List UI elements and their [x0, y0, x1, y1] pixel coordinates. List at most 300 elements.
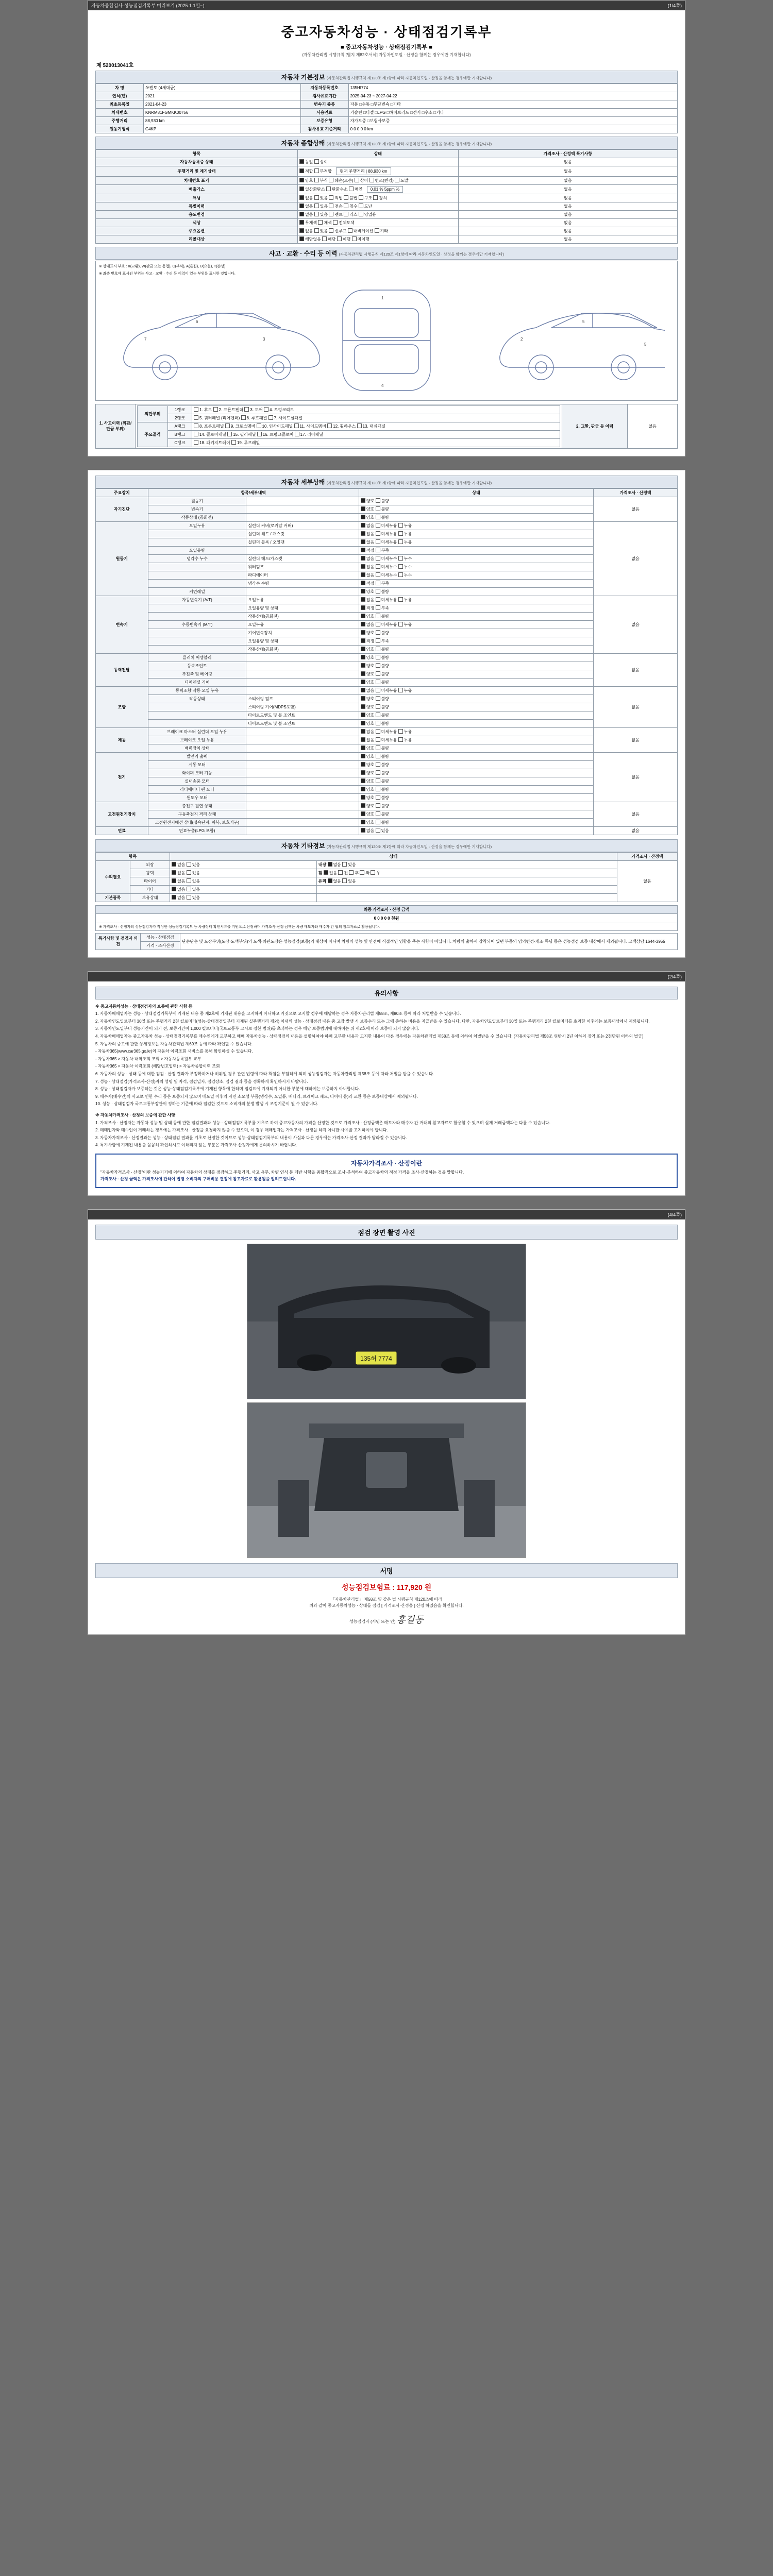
checkbox-box[interactable]: [172, 862, 176, 867]
checkbox-box[interactable]: [376, 671, 380, 676]
checkbox-option[interactable]: 불량: [376, 812, 389, 817]
checkbox-box[interactable]: [376, 663, 380, 668]
checkbox-option[interactable]: 불량: [376, 499, 389, 503]
checkbox-option[interactable]: 누수: [398, 556, 412, 561]
checkbox-box[interactable]: [264, 407, 268, 412]
checkbox-option[interactable]: 미세누유: [376, 598, 397, 602]
detail-states-3-3[interactable]: [359, 678, 593, 686]
checkbox-option[interactable]: 없음: [361, 622, 374, 627]
checkbox-option[interactable]: 없음: [172, 887, 185, 892]
checkbox-box[interactable]: [376, 803, 380, 808]
checkbox-option[interactable]: 불량: [376, 721, 389, 726]
overall-row-options-2[interactable]: [297, 177, 458, 185]
overall-row-options-6[interactable]: [297, 211, 458, 219]
checkbox-option[interactable]: 누수: [398, 573, 412, 578]
checkbox-box[interactable]: [329, 228, 333, 233]
checkbox-option[interactable]: 불량: [376, 672, 389, 676]
checkbox-box[interactable]: [361, 671, 365, 676]
checkbox-box[interactable]: [227, 432, 232, 436]
checkbox-option[interactable]: 매연: [349, 187, 362, 192]
checkbox-option[interactable]: 없음: [299, 196, 313, 200]
detail-states-3-2[interactable]: [359, 670, 593, 678]
checkbox-box[interactable]: [376, 704, 380, 709]
checkbox-box[interactable]: [194, 415, 198, 420]
checkbox-option[interactable]: 누유: [398, 738, 412, 742]
checkbox-option[interactable]: 누유: [398, 688, 412, 693]
checkbox-option[interactable]: 양호: [361, 680, 374, 685]
checkbox-box[interactable]: [299, 220, 304, 225]
checkbox-box[interactable]: [361, 820, 365, 824]
checkbox-option[interactable]: 미세누유: [376, 540, 397, 545]
checkbox-option[interactable]: 불량: [376, 779, 389, 784]
checkbox-option[interactable]: 일산화탄소: [299, 187, 325, 192]
checkbox-box[interactable]: [395, 178, 399, 182]
checkbox-box[interactable]: [187, 878, 191, 883]
etc-states-1[interactable]: [170, 869, 317, 877]
checkbox-box[interactable]: [376, 713, 380, 717]
checkbox-option[interactable]: 18. 패키지트레이: [194, 440, 230, 445]
checkbox-box[interactable]: [314, 204, 319, 208]
checkbox-option[interactable]: 미세누수: [376, 573, 397, 578]
checkbox-option[interactable]: 선루프: [329, 229, 346, 233]
checkbox-box[interactable]: [322, 236, 327, 241]
detail-states-7-0[interactable]: [359, 802, 593, 810]
etc-states2-0[interactable]: 내장 없음 있음: [316, 860, 617, 869]
checkbox-option[interactable]: 4. 트렁크리드: [264, 408, 294, 412]
checkbox-option[interactable]: 불량: [376, 655, 389, 660]
checkbox-box[interactable]: [361, 498, 365, 503]
checkbox-option[interactable]: 없음: [361, 730, 374, 734]
checkbox-option[interactable]: 없음: [361, 540, 374, 545]
checkbox-option[interactable]: 불량: [376, 820, 389, 825]
checkbox-option[interactable]: 불량: [376, 754, 389, 759]
checkbox-box[interactable]: [361, 754, 365, 758]
checkbox-option[interactable]: 동일: [299, 160, 313, 164]
checkbox-box[interactable]: [361, 828, 365, 833]
checkbox-box[interactable]: [187, 862, 191, 867]
checkbox-option[interactable]: 없음: [299, 204, 313, 209]
checkbox-option[interactable]: 훼손(오손): [329, 178, 353, 183]
checkbox-box[interactable]: [361, 647, 365, 651]
checkbox-box[interactable]: [361, 778, 365, 783]
checkbox-box[interactable]: [376, 688, 380, 692]
checkbox-box[interactable]: [376, 605, 380, 610]
checkbox-option[interactable]: 리스: [344, 212, 357, 217]
checkbox-option[interactable]: 적정: [361, 639, 374, 643]
checkbox-option[interactable]: 16. 트렁크플로어: [257, 432, 294, 437]
overall-row-options-0[interactable]: [297, 158, 458, 166]
checkbox-box[interactable]: [376, 811, 380, 816]
checkbox-box[interactable]: [376, 630, 380, 635]
checkbox-box[interactable]: [376, 589, 380, 594]
checkbox-option[interactable]: 없음: [328, 862, 341, 867]
detail-states-2-1[interactable]: [359, 604, 593, 612]
checkbox-option[interactable]: 없음: [361, 523, 374, 528]
checkbox-option[interactable]: 없음: [299, 212, 313, 217]
checkbox-box[interactable]: [376, 762, 380, 767]
checkbox-box[interactable]: [376, 696, 380, 701]
checkbox-box[interactable]: [361, 803, 365, 808]
checkbox-box[interactable]: [361, 589, 365, 594]
checkbox-box[interactable]: [361, 795, 365, 800]
checkbox-option[interactable]: 양호: [361, 515, 374, 520]
etc-states-0[interactable]: [170, 860, 317, 869]
checkbox-box[interactable]: [172, 895, 176, 900]
detail-states-6-3[interactable]: [359, 777, 593, 785]
accident-items-1-0[interactable]: [192, 422, 560, 430]
checkbox-box[interactable]: [314, 212, 319, 216]
checkbox-option[interactable]: 양호: [361, 655, 374, 660]
checkbox-option[interactable]: 19. 루프레일: [231, 440, 260, 445]
checkbox-option[interactable]: 부적합: [314, 169, 332, 174]
checkbox-option[interactable]: 적정: [361, 606, 374, 611]
etc-states2-1[interactable]: 휠 없음 전 후 좌 우: [316, 869, 617, 877]
checkbox-box[interactable]: [361, 787, 365, 791]
checkbox-box[interactable]: [361, 696, 365, 701]
checkbox-option[interactable]: 미세누수: [376, 556, 397, 561]
checkbox-box[interactable]: [361, 506, 365, 511]
checkbox-box[interactable]: [361, 762, 365, 767]
detail-states-0-1[interactable]: [359, 505, 593, 513]
checkbox-box[interactable]: [361, 704, 365, 709]
checkbox-option[interactable]: 적법: [329, 196, 342, 200]
checkbox-option[interactable]: 불량: [376, 589, 389, 594]
checkbox-option[interactable]: 누수: [398, 565, 412, 569]
checkbox-box[interactable]: [314, 195, 319, 200]
checkbox-box[interactable]: [361, 713, 365, 717]
checkbox-box[interactable]: [376, 539, 380, 544]
checkbox-box[interactable]: [172, 887, 176, 891]
checkbox-box[interactable]: [349, 187, 354, 191]
checkbox-option[interactable]: 있음: [187, 871, 200, 875]
checkbox-box[interactable]: [376, 523, 380, 528]
checkbox-box[interactable]: [376, 647, 380, 651]
checkbox-box[interactable]: [376, 754, 380, 758]
checkbox-option[interactable]: 불량: [376, 664, 389, 668]
checkbox-box[interactable]: [398, 531, 403, 536]
checkbox-option[interactable]: 양호: [361, 664, 374, 668]
checkbox-box[interactable]: [172, 870, 176, 875]
etc-states2-4[interactable]: [316, 893, 617, 902]
checkbox-option[interactable]: 상이: [314, 160, 328, 164]
checkbox-option[interactable]: 있음: [314, 212, 328, 217]
checkbox-option[interactable]: 있음: [314, 229, 328, 233]
checkbox-option[interactable]: 무채색: [299, 221, 317, 225]
checkbox-option[interactable]: 누유: [398, 532, 412, 536]
detail-states-0-2[interactable]: [359, 513, 593, 521]
checkbox-box[interactable]: [295, 432, 299, 436]
checkbox-option[interactable]: 없음: [361, 573, 374, 578]
overall-row-options-3[interactable]: 일산화탄소 탄화수소 매연 0.01 % 5ppm %: [297, 185, 458, 194]
checkbox-box[interactable]: [338, 870, 343, 875]
checkbox-box[interactable]: [376, 778, 380, 783]
checkbox-option[interactable]: 부식: [314, 178, 328, 183]
checkbox-box[interactable]: [361, 622, 365, 626]
checkbox-box[interactable]: [225, 423, 230, 428]
checkbox-option[interactable]: 양호: [361, 705, 374, 709]
checkbox-box[interactable]: [398, 539, 403, 544]
checkbox-option[interactable]: 불량: [376, 746, 389, 751]
checkbox-box[interactable]: [361, 721, 365, 725]
checkbox-box[interactable]: [318, 220, 323, 225]
checkbox-option[interactable]: 기타: [375, 229, 388, 233]
checkbox-box[interactable]: [398, 572, 403, 577]
checkbox-box[interactable]: [329, 212, 333, 216]
checkbox-box[interactable]: [187, 870, 191, 875]
checkbox-option[interactable]: 누유: [398, 598, 412, 602]
checkbox-option[interactable]: 있음: [187, 895, 200, 900]
overall-row-options-7[interactable]: [297, 219, 458, 227]
checkbox-option[interactable]: 양호: [361, 812, 374, 817]
checkbox-option[interactable]: 부족: [376, 639, 389, 643]
checkbox-box[interactable]: [361, 680, 365, 684]
detail-states-5-2[interactable]: [359, 744, 593, 752]
detail-states-6-5[interactable]: [359, 793, 593, 802]
detail-states-1-3[interactable]: [359, 546, 593, 554]
checkbox-box[interactable]: [328, 862, 332, 867]
checkbox-option[interactable]: 전체도색: [333, 221, 355, 225]
checkbox-option[interactable]: 구조: [359, 196, 372, 200]
checkbox-option[interactable]: 양호: [361, 795, 374, 800]
checkbox-box[interactable]: [314, 228, 319, 233]
checkbox-box[interactable]: [371, 870, 375, 875]
checkbox-box[interactable]: [376, 820, 380, 824]
checkbox-option[interactable]: 도말: [395, 178, 408, 183]
checkbox-box[interactable]: [231, 440, 236, 445]
checkbox-option[interactable]: 없음: [361, 688, 374, 693]
checkbox-option[interactable]: 불량: [376, 614, 389, 619]
checkbox-option[interactable]: 불량: [376, 705, 389, 709]
checkbox-option[interactable]: 양호: [361, 647, 374, 652]
detail-states-7-1[interactable]: [359, 810, 593, 818]
checkbox-option[interactable]: 미세누유: [376, 532, 397, 536]
checkbox-option[interactable]: 있음: [342, 862, 356, 867]
checkbox-box[interactable]: [398, 523, 403, 528]
detail-states-2-4[interactable]: [359, 629, 593, 637]
checkbox-box[interactable]: [361, 605, 365, 610]
checkbox-box[interactable]: [376, 745, 380, 750]
checkbox-box[interactable]: [349, 870, 354, 875]
checkbox-box[interactable]: [213, 407, 218, 412]
checkbox-box[interactable]: [361, 564, 365, 569]
checkbox-box[interactable]: [257, 432, 262, 436]
checkbox-option[interactable]: 불량: [376, 647, 389, 652]
checkbox-box[interactable]: [361, 737, 365, 742]
detail-states-1-5[interactable]: [359, 563, 593, 571]
checkbox-box[interactable]: [361, 729, 365, 734]
checkbox-box[interactable]: [376, 614, 380, 618]
etc-states-4[interactable]: [170, 893, 317, 902]
checkbox-box[interactable]: [398, 737, 403, 742]
checkbox-option[interactable]: 없음: [361, 565, 374, 569]
checkbox-box[interactable]: [376, 506, 380, 511]
checkbox-box[interactable]: [352, 236, 357, 241]
checkbox-option[interactable]: 미세누유: [376, 622, 397, 627]
checkbox-box[interactable]: [194, 432, 198, 436]
checkbox-option[interactable]: 있음: [314, 196, 328, 200]
checkbox-box[interactable]: [398, 622, 403, 626]
checkbox-option[interactable]: 양호: [361, 820, 374, 825]
checkbox-box[interactable]: [194, 440, 198, 445]
detail-states-2-2[interactable]: [359, 612, 593, 620]
checkbox-box[interactable]: [376, 556, 380, 561]
checkbox-box[interactable]: [361, 523, 365, 528]
checkbox-box[interactable]: [376, 548, 380, 552]
etc-states-3[interactable]: [170, 885, 317, 893]
checkbox-option[interactable]: 양호: [361, 771, 374, 775]
checkbox-option[interactable]: 불법: [344, 196, 357, 200]
checkbox-box[interactable]: [329, 178, 333, 182]
detail-states-5-0[interactable]: [359, 727, 593, 736]
checkbox-option[interactable]: 좌: [360, 871, 369, 875]
accident-items-1-1[interactable]: [192, 430, 560, 438]
checkbox-box[interactable]: [299, 212, 304, 216]
checkbox-box[interactable]: [361, 655, 365, 659]
checkbox-option[interactable]: 있음: [342, 879, 356, 884]
overall-row-options-5[interactable]: [297, 202, 458, 211]
detail-states-4-1[interactable]: [359, 694, 593, 703]
checkbox-option[interactable]: 부족: [376, 548, 389, 553]
accident-items-1-2[interactable]: [192, 438, 560, 447]
checkbox-option[interactable]: 누유: [398, 523, 412, 528]
checkbox-box[interactable]: [376, 655, 380, 659]
checkbox-box[interactable]: [376, 498, 380, 503]
checkbox-option[interactable]: 적정: [361, 581, 374, 586]
checkbox-option[interactable]: 불량: [376, 631, 389, 635]
checkbox-box[interactable]: [359, 204, 363, 208]
checkbox-box[interactable]: [299, 178, 304, 182]
checkbox-option[interactable]: 전손: [329, 204, 342, 209]
checkbox-option[interactable]: 불량: [376, 787, 389, 792]
detail-states-4-2[interactable]: [359, 703, 593, 711]
checkbox-option[interactable]: 누유: [398, 622, 412, 627]
checkbox-box[interactable]: [299, 187, 304, 191]
detail-states-3-1[interactable]: [359, 662, 593, 670]
checkbox-option[interactable]: 불량: [376, 771, 389, 775]
checkbox-option[interactable]: 미세누유: [376, 688, 397, 693]
checkbox-option[interactable]: 양호: [361, 672, 374, 676]
accident-items-0-0[interactable]: [192, 405, 560, 414]
checkbox-option[interactable]: 3. 도어: [244, 408, 262, 412]
checkbox-option[interactable]: 있음: [187, 879, 200, 884]
checkbox-option[interactable]: 침수: [344, 204, 357, 209]
checkbox-option[interactable]: 불량: [376, 680, 389, 685]
checkbox-box[interactable]: [361, 614, 365, 618]
checkbox-option[interactable]: 있음: [187, 862, 200, 867]
checkbox-option[interactable]: 미세누수: [376, 565, 397, 569]
checkbox-option[interactable]: 미세누유: [376, 738, 397, 742]
checkbox-option[interactable]: 미세누유: [376, 730, 397, 734]
checkbox-box[interactable]: [376, 770, 380, 775]
checkbox-box[interactable]: [333, 220, 338, 225]
checkbox-box[interactable]: [359, 195, 363, 200]
checkbox-option[interactable]: 불량: [376, 713, 389, 718]
checkbox-box[interactable]: [194, 407, 198, 412]
checkbox-option[interactable]: 내비게이션: [348, 229, 374, 233]
checkbox-box[interactable]: [329, 204, 333, 208]
checkbox-option[interactable]: 없음: [172, 862, 185, 867]
checkbox-option[interactable]: 우: [371, 871, 380, 875]
checkbox-box[interactable]: [324, 870, 328, 875]
checkbox-box[interactable]: [361, 581, 365, 585]
checkbox-box[interactable]: [376, 721, 380, 725]
checkbox-box[interactable]: [361, 515, 365, 519]
checkbox-box[interactable]: [194, 423, 198, 428]
checkbox-option[interactable]: 양호: [361, 507, 374, 512]
overall-row-options-9[interactable]: [297, 235, 458, 244]
checkbox-box[interactable]: [361, 531, 365, 536]
checkbox-option[interactable]: 양호: [361, 779, 374, 784]
checkbox-option[interactable]: 양호: [361, 631, 374, 635]
checkbox-option[interactable]: 없음: [172, 871, 185, 875]
checkbox-box[interactable]: [361, 663, 365, 668]
checkbox-option[interactable]: 없음: [361, 598, 374, 602]
checkbox-option[interactable]: 부족: [376, 581, 389, 586]
checkbox-option[interactable]: 2. 프론트펜더: [213, 408, 244, 412]
checkbox-box[interactable]: [361, 539, 365, 544]
checkbox-option[interactable]: 해당없음: [299, 237, 321, 242]
checkbox-option[interactable]: 6. 루프패널: [241, 416, 267, 420]
checkbox-box[interactable]: [244, 407, 249, 412]
checkbox-box[interactable]: [327, 423, 332, 428]
checkbox-box[interactable]: [360, 870, 364, 875]
checkbox-option[interactable]: 미이행: [352, 237, 369, 242]
checkbox-box[interactable]: [376, 515, 380, 519]
checkbox-option[interactable]: 변조(변경): [369, 178, 394, 183]
checkbox-box[interactable]: [376, 622, 380, 626]
detail-states-4-0[interactable]: [359, 686, 593, 694]
checkbox-option[interactable]: 채색: [318, 221, 331, 225]
checkbox-option[interactable]: 12. 휠하우스: [327, 424, 356, 429]
checkbox-box[interactable]: [361, 630, 365, 635]
checkbox-option[interactable]: 15. 필러패널: [227, 432, 256, 437]
checkbox-box[interactable]: [337, 236, 342, 241]
checkbox-option[interactable]: 불량: [376, 697, 389, 701]
detail-states-6-1[interactable]: [359, 760, 593, 769]
checkbox-box[interactable]: [344, 195, 348, 200]
checkbox-box[interactable]: [342, 862, 347, 867]
checkbox-box[interactable]: [376, 564, 380, 569]
checkbox-option[interactable]: 양호: [361, 614, 374, 619]
checkbox-box[interactable]: [241, 415, 246, 420]
detail-states-2-0[interactable]: [359, 596, 593, 604]
detail-states-6-4[interactable]: [359, 785, 593, 793]
checkbox-option[interactable]: 17. 리어패널: [295, 432, 323, 437]
checkbox-box[interactable]: [361, 811, 365, 816]
checkbox-option[interactable]: 누유: [398, 730, 412, 734]
checkbox-option[interactable]: 후: [349, 871, 359, 875]
accident-items-0-1[interactable]: [192, 414, 560, 422]
overall-row-options-1[interactable]: 적합 부적합 현재 주행거리 | 88,930 km: [297, 166, 458, 177]
checkbox-box[interactable]: [344, 204, 348, 208]
checkbox-option[interactable]: 양호: [361, 762, 374, 767]
detail-states-1-2[interactable]: [359, 538, 593, 546]
checkbox-box[interactable]: [361, 556, 365, 561]
checkbox-option[interactable]: 불량: [376, 804, 389, 808]
detail-states-8-0[interactable]: [359, 826, 593, 835]
detail-states-4-3[interactable]: [359, 711, 593, 719]
checkbox-box[interactable]: [326, 187, 331, 191]
etc-states-2[interactable]: [170, 877, 317, 885]
checkbox-box[interactable]: [376, 638, 380, 643]
checkbox-option[interactable]: 있음: [187, 887, 200, 892]
checkbox-box[interactable]: [314, 168, 319, 173]
checkbox-box[interactable]: [376, 795, 380, 800]
checkbox-option[interactable]: 양호: [361, 787, 374, 792]
checkbox-option[interactable]: 없음: [328, 879, 341, 884]
detail-states-5-1[interactable]: [359, 736, 593, 744]
checkbox-box[interactable]: [299, 195, 304, 200]
